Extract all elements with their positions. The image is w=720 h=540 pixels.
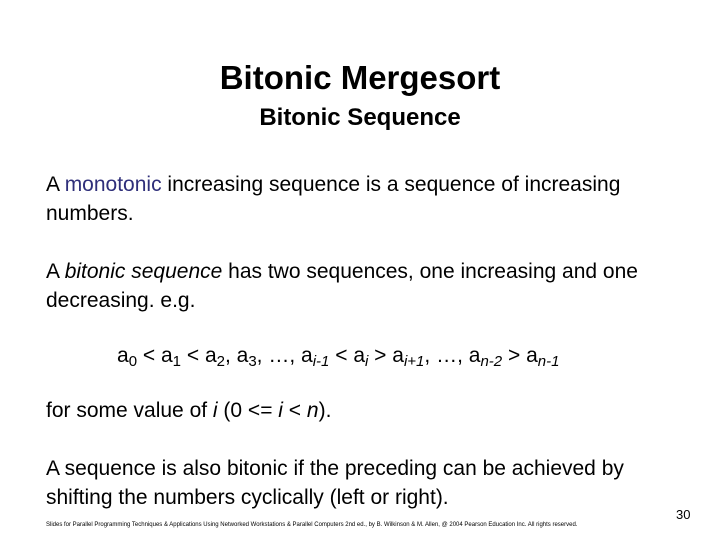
bitonic-term: bitonic sequence — [64, 260, 223, 283]
slide-title: Bitonic Mergesort — [219, 59, 501, 96]
formula-a2: $a_2$ — [204, 344, 225, 370]
formula-ai: $a_i$ — [353, 344, 369, 370]
formula-ai-minus-1: $a_{i-1}$ — [301, 344, 330, 370]
bitonic-suffix: has two sequences, one increasing and one decreasing. e.g. — [46, 260, 638, 312]
slide-subtitle: Bitonic Sequence — [259, 104, 461, 131]
formula-ai-plus-1: $a_{i+1}$ — [392, 344, 425, 370]
monotonic-prefix: A — [46, 173, 65, 196]
footer-credit: Slides for Parallel Programming Techniques & Applications Using Networked Workstations & Parallel Computers 2nd ed., by B. Wilkinson & M. Allen, @ 2004 Pearson Education Inc. All rights reserved. — [46, 522, 578, 528]
range-condition: for some value of i (0 <= i < n). — [46, 399, 332, 422]
bitonic-prefix: A — [46, 260, 65, 283]
cyclic-shift-note: A sequence is also bitonic if the preceding can be achieved by shifting the numbers cyclically (left or right). — [46, 457, 624, 509]
var-i-2: i — [278, 399, 283, 422]
formula-an-minus-2: $a_{n-2}$ — [468, 344, 503, 370]
monotonic-suffix: increasing sequence is a sequence of increasing numbers. — [46, 173, 621, 225]
formula-a1: $a_1$ — [160, 344, 181, 370]
var-n: n — [306, 399, 319, 422]
formula-a0: $a_0$ — [117, 344, 138, 370]
var-i: i — [212, 399, 218, 422]
monotonic-term: monotonic — [64, 173, 162, 196]
formula-a3: $a_3$ — [236, 344, 257, 370]
formula-an-minus-1: $a_{n-1}$ — [526, 344, 560, 370]
bitonic-formula: $a_0 < a_1 < a_2$, $a_3$, …, $a_{i-1} < a_i > a_{i+1}$, …, $a_{n-2} > a_{n-1}$ — [117, 344, 560, 370]
monotonic-definition — [46, 170, 676, 228]
page-number: 30 — [676, 507, 691, 522]
bitonic-definition — [46, 257, 676, 315]
